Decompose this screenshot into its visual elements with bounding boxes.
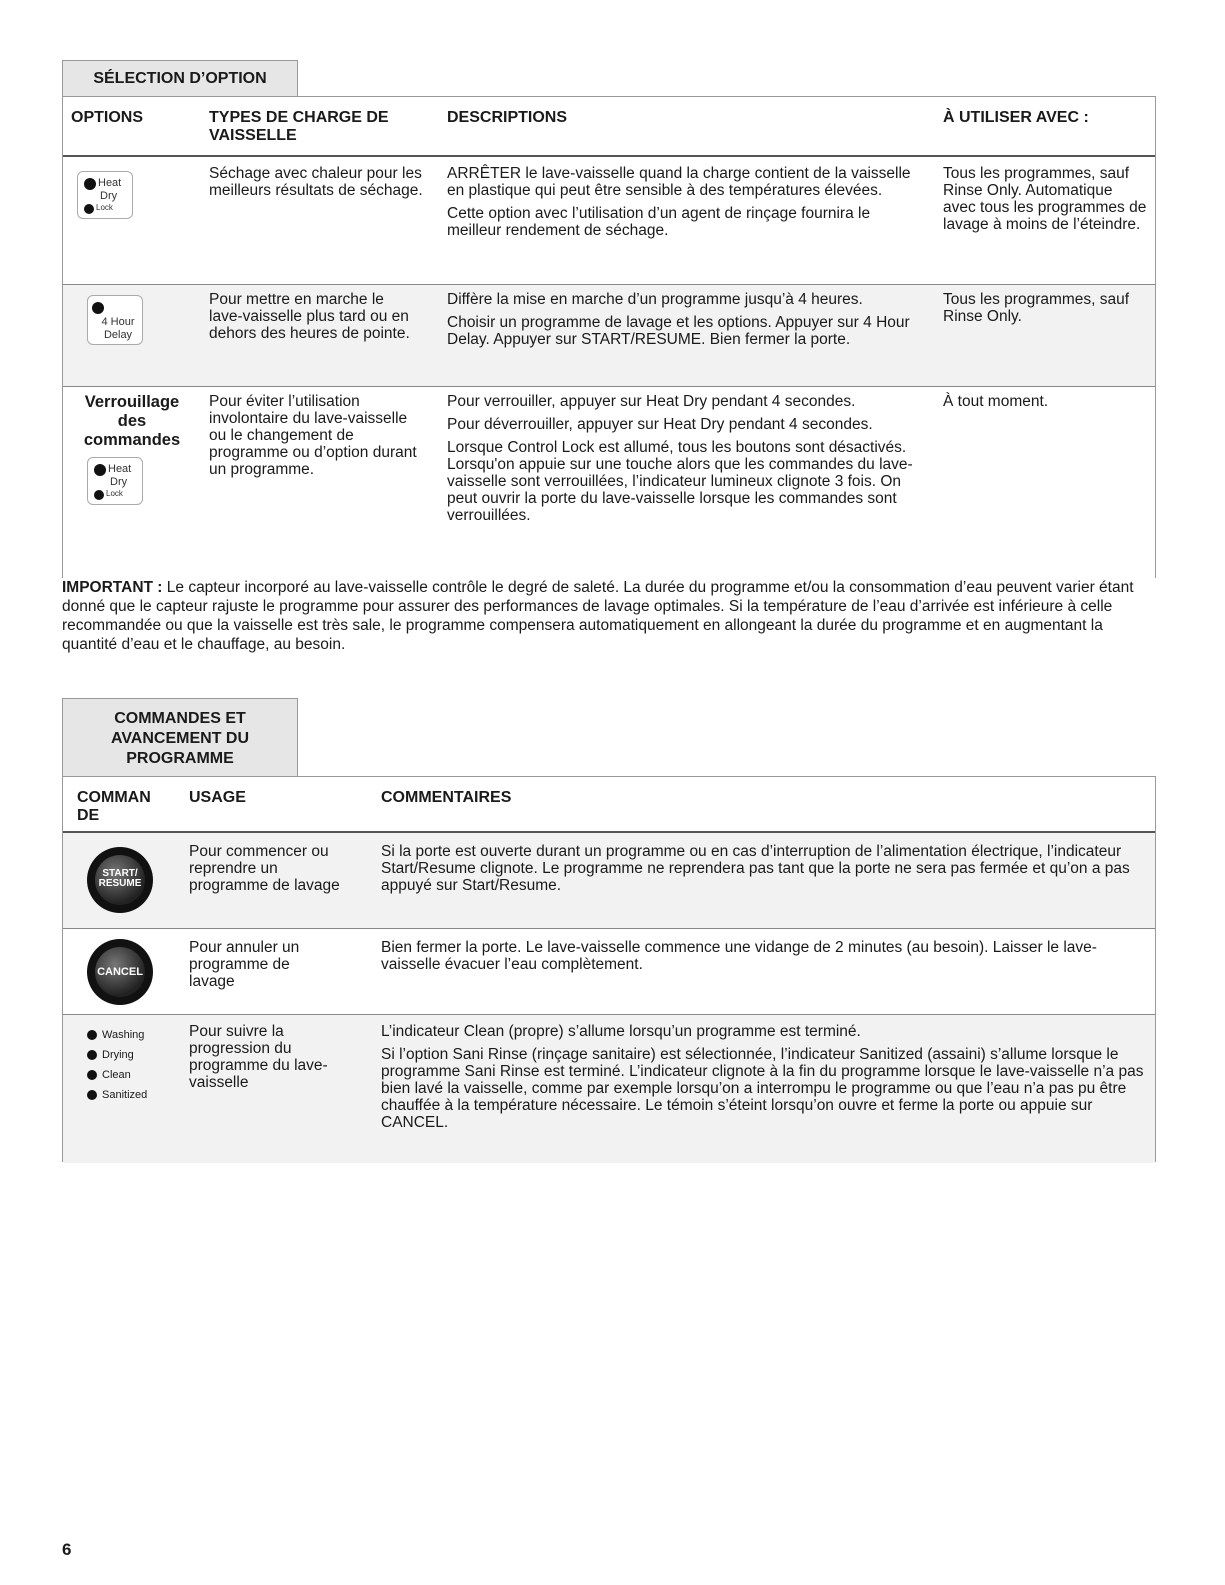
cancel-button-icon: CANCEL [87, 939, 153, 1005]
four-hour-delay-button-icon: 4 Hour Delay [87, 295, 143, 345]
load-type-text: Pour mettre en marche le lave-vaisselle plus tard ou en dehors des heures de pointe. [209, 291, 410, 342]
status-light-drying: Drying [87, 1045, 147, 1065]
header-usage: USAGE [189, 789, 246, 806]
status-light-clean: Clean [87, 1065, 147, 1085]
table-row [63, 833, 1155, 929]
status-light-washing: Washing [87, 1025, 147, 1045]
description-text: Diffère la mise en marche d’un programme jusqu’à 4 heures. Choisir un programme de lavage et les options. Appuyer sur 4 Hour Delay. Appuyer sur START/RESUME. Bien fermer la porte. [447, 291, 910, 348]
header-descriptions: DESCRIPTIONS [447, 109, 568, 126]
load-type-text: Séchage avec chaleur pour les meilleurs résultats de séchage. [209, 165, 423, 199]
use-with-text: Tous les programmes, sauf Rinse Only. Automatique avec tous les programmes de lavage à moins de l’éteindre. [943, 165, 1147, 233]
table-row [63, 1015, 1155, 1163]
comment-text: Si la porte est ouverte durant un programme ou en cas d’interruption de l’alimentation électrique, l’indicateur Start/Resume clignote. Le programme ne reprendera pas tant que la porte ne sera pas fermée et qu’on a pas appuyé sur Start/Resume. [381, 843, 1130, 894]
table-row [63, 157, 1155, 285]
description-text: ARRÊTER le lave-vaisselle quand la charge contient de la vaisselle en plastique qui peut être sensible à des températures élevées. Cette option avec l’utilisation d’un agent de rinçage fournira le meilleur rendement de séchage. [447, 165, 911, 239]
header-use-with: À UTILISER AVEC : [943, 109, 1089, 126]
header-command: COMMAN DE [77, 789, 151, 824]
controls-progress-table [62, 776, 1156, 1162]
comment-text: Bien fermer la porte. Le lave-vaisselle commence une vidange de 2 minutes (au besoin). Laisser le lave-vaisselle évacuer l’eau complètement. [381, 939, 1097, 973]
usage-text: Pour commencer ou reprendre un programme de lavage [189, 843, 340, 894]
option-name-control-lock: Verrouillage des commandes [83, 393, 181, 449]
load-type-text: Pour éviter l’utilisation involontaire du lave-vaisselle ou le changement de programme ou d’option durant un programme. [209, 393, 417, 478]
header-load-types: TYPES DE CHARGE DE VAISSELLE [209, 109, 389, 144]
table-row [63, 285, 1155, 387]
table-row [63, 387, 1155, 579]
table-header [63, 97, 1155, 157]
option-selection-table [62, 96, 1156, 578]
start-resume-button-icon: START/ RESUME [87, 847, 153, 913]
usage-text: Pour suivre la progression du programme du lave-vaisselle [189, 1023, 328, 1091]
section-title-controls-progress: COMMANDES ET AVANCEMENT DU PROGRAMME [62, 698, 298, 776]
description-text: Pour verrouiller, appuyer sur Heat Dry pendant 4 secondes. Pour déverrouiller, appuyer sur Heat Dry pendant 4 secondes. Lorsque Control Lock est allumé, tous les boutons sont désactivés. Lorsqu'on appuie sur une touche alors que les commandes du lave-vaisselle sont verrouillées, l’indicateur lumineux clignote 3 fois. On peut ouvrir la porte du lave-vaisselle lorsque les commandes sont verrouillées. [447, 393, 913, 524]
table-header [63, 777, 1155, 833]
usage-text: Pour annuler un programme de lavage [189, 939, 300, 990]
heat-dry-lock-button-icon: Heat Dry Lock [87, 457, 143, 505]
use-with-text: Tous les programmes, sauf Rinse Only. [943, 291, 1130, 325]
section-title-option-selection: SÉLECTION D’OPTION [62, 60, 298, 96]
heat-dry-button-icon: Heat Dry Lock [77, 171, 133, 219]
comment-text: L’indicateur Clean (propre) s’allume lorsqu’un programme est terminé. Si l’option Sani Rinse (rinçage sanitaire) est sélectionnée, l’indicateur Sanitized (assaini) s’allume lorsque le programme Sani Rinse est terminé. L’indicateur clignote à la fin du programme lorsque le lave-vaisselle n’a pas bien lavé la vaisselle, comme par exemple lorsqu’on a interrompu le programme ou que l’eau n’a pas pu être chauffée à la température nécessaire. Le témoin s’éteint lorsqu’on ouvre et ferme la porte ou appuie sur CANCEL. [381, 1023, 1144, 1131]
header-comments: COMMENTAIRES [381, 789, 512, 806]
table-row [63, 929, 1155, 1015]
status-light-sanitized: Sanitized [87, 1085, 147, 1105]
status-lights [87, 1025, 147, 1105]
use-with-text: À tout moment. [943, 393, 1049, 410]
header-options: OPTIONS [71, 109, 144, 126]
page-number: 6 [62, 1540, 72, 1559]
important-note: IMPORTANT : Le capteur incorporé au lave-vaisselle contrôle le degré de saleté. La durée du programme et/ou la consommation d’eau peuvent varier étant donné que le capteur rajuste le programme pour assurer des performances de lavage optimales. Si la température de l’eau d’arrivée est inférieure à celle recommandée ou que la vaisselle est très sale, le programme compensera automatiquement en allongeant la durée du programme et en augmentant la quantité d’eau et le chauffage, au besoin. [62, 579, 1134, 653]
